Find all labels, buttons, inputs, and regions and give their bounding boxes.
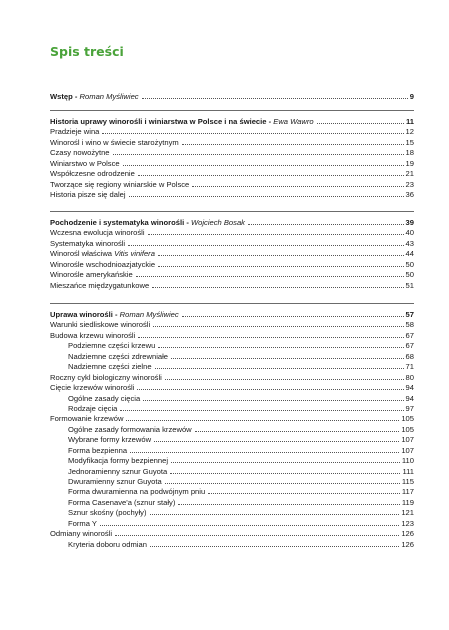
chapter-author: Ewa Wawro — [273, 117, 314, 126]
entry-label: Forma bezpienna — [68, 445, 128, 455]
entry-label: Ogólne zasady cięcia — [68, 393, 141, 403]
entry-label: Forma Y — [68, 518, 97, 528]
chapter-author: Roman Myśliwiec — [119, 310, 179, 319]
page-number: 110 — [401, 456, 414, 466]
dot-leader — [155, 368, 404, 369]
subsection-entry[interactable] — [50, 540, 414, 550]
entry-label: Winiarstwo w Polsce — [50, 158, 120, 168]
entry-label: Historia pisze się dalej — [50, 190, 126, 200]
entry-label-wrap — [50, 529, 112, 539]
page-number: 9 — [409, 92, 414, 101]
section-entry[interactable] — [50, 180, 414, 190]
dot-leader — [152, 287, 403, 288]
chapter-title-wrap: Uprawa winorośli - Roman Myśliwiec — [50, 310, 179, 319]
entry-label-wrap — [50, 127, 99, 137]
page-number: 121 — [401, 508, 414, 518]
dot-leader — [100, 525, 399, 526]
page-number: 126 — [401, 539, 414, 549]
entry-label-wrap — [50, 190, 126, 200]
entry-label: Winorośl i wino w świecie starożytnym — [50, 137, 179, 147]
entry-label: Nadziemne części zielne — [68, 362, 152, 372]
section-divider — [50, 110, 414, 111]
chapter-entry[interactable] — [50, 218, 414, 228]
chapter-author: Wojciech Bosak — [190, 218, 245, 227]
dot-leader — [195, 431, 400, 432]
dot-leader — [130, 452, 399, 453]
entry-label-wrap — [68, 540, 147, 550]
subsection-entry[interactable] — [50, 467, 414, 477]
dot-leader — [208, 493, 400, 494]
toc-section — [50, 218, 414, 291]
page-number: 67 — [405, 341, 414, 351]
page-number: 115 — [401, 477, 414, 486]
entry-label: Roczny cykl biologiczny winorośli — [50, 372, 162, 382]
entry-label-wrap — [50, 260, 155, 270]
dot-leader — [182, 144, 404, 145]
section-entry[interactable] — [50, 249, 414, 259]
section-entry[interactable] — [50, 138, 414, 148]
toc-section — [50, 92, 414, 102]
entry-label-wrap — [50, 383, 134, 393]
dot-leader — [178, 504, 400, 505]
dot-leader — [158, 347, 403, 348]
subsection-entry[interactable] — [50, 362, 414, 372]
dot-leader — [113, 154, 404, 155]
entry-label-wrap — [68, 404, 117, 414]
dot-leader — [126, 420, 399, 421]
page-number: 117 — [401, 487, 414, 497]
page-title: Spis treści — [50, 44, 124, 59]
subsection-entry[interactable] — [50, 352, 414, 362]
subsection-entry[interactable] — [50, 508, 414, 518]
page-number: 36 — [405, 190, 414, 200]
page-number: 58 — [405, 320, 414, 330]
dot-leader — [170, 473, 400, 474]
entry-label: Podziemne części krzewu — [68, 341, 156, 351]
section-divider — [50, 303, 414, 304]
page-number: 50 — [405, 259, 414, 269]
dot-leader — [115, 535, 399, 536]
page-number: 94 — [405, 393, 414, 403]
chapter-title-wrap: Pochodzenie i systematyka winorośli - Wojciech Bosak — [50, 218, 245, 227]
dot-leader — [153, 326, 403, 327]
entry-label: Czasy nowożytne — [50, 148, 110, 158]
entry-label-wrap — [50, 180, 189, 190]
toc-section — [50, 310, 414, 550]
subsection-entry[interactable] — [50, 456, 414, 466]
entry-label: Współczesne odrodzenie — [50, 169, 135, 179]
section-entry[interactable] — [50, 383, 414, 393]
dot-leader — [150, 514, 400, 515]
dot-leader — [138, 337, 403, 338]
entry-label-wrap — [68, 519, 97, 529]
chapter-entry[interactable] — [50, 117, 414, 127]
entry-label-wrap — [68, 487, 205, 497]
dot-leader — [192, 186, 403, 187]
dot-leader — [129, 196, 404, 197]
page-number: 97 — [405, 403, 414, 413]
entry-label-wrap — [68, 456, 168, 466]
page-number: 39 — [405, 218, 414, 227]
entry-label-wrap — [50, 138, 179, 148]
dot-leader — [128, 245, 403, 246]
page-number: 19 — [405, 158, 414, 168]
subsection-entry[interactable] — [50, 425, 414, 435]
dot-leader — [165, 379, 404, 380]
entry-label-wrap — [50, 169, 135, 179]
entry-label-wrap — [50, 270, 133, 280]
section-entry[interactable] — [50, 239, 414, 249]
entry-label: Wczesna ewolucja winorośli — [50, 228, 145, 238]
entry-label-wrap — [68, 477, 162, 487]
dot-leader — [137, 389, 403, 390]
subsection-entry[interactable] — [50, 394, 414, 404]
page-number: 40 — [405, 228, 414, 238]
entry-label-wrap — [50, 320, 150, 330]
page-number: 119 — [401, 497, 414, 507]
entry-label: Kryteria doboru odmian — [68, 539, 147, 549]
dot-leader — [102, 133, 403, 134]
entry-label-wrap — [68, 508, 147, 518]
subsection-entry[interactable] — [50, 435, 414, 445]
dot-leader — [317, 123, 404, 124]
page-number: 68 — [405, 351, 414, 361]
entry-label-wrap — [68, 341, 155, 351]
entry-label: Modyfikacja formy bezpiennej — [68, 456, 169, 466]
entry-label-wrap — [50, 249, 155, 259]
dot-leader — [171, 358, 404, 359]
dot-leader — [138, 175, 404, 176]
chapter-title: Wstęp — [50, 92, 73, 101]
entry-label-wrap — [68, 394, 140, 404]
entry-label-wrap — [68, 435, 151, 445]
page-number: 94 — [405, 383, 414, 393]
page-number: 107 — [401, 435, 414, 445]
chapter-title-wrap: Historia uprawy winorośli i winiarstwa w Polsce i na świecie - Ewa Wawro — [50, 117, 314, 126]
dot-leader — [158, 255, 404, 256]
section-entry[interactable] — [50, 373, 414, 383]
chapter-title: Historia uprawy winorośli i winiarstwa w Polsce i na świecie — [50, 117, 267, 126]
dot-leader — [154, 441, 399, 442]
entry-label: Winorośl właściwa — [50, 249, 115, 259]
page-number: 15 — [405, 137, 414, 147]
entry-label-wrap — [50, 281, 149, 291]
entry-label: Winorośle amerykańskie — [50, 270, 133, 280]
page-number: 18 — [405, 148, 414, 158]
entry-label-wrap — [50, 414, 123, 424]
dot-leader — [148, 234, 404, 235]
entry-label-wrap — [50, 239, 125, 249]
entry-label: Formowanie krzewów — [50, 414, 124, 424]
dot-leader — [143, 400, 403, 401]
dot-leader — [165, 483, 400, 484]
entry-label-wrap — [68, 352, 168, 362]
page-number: 80 — [405, 372, 414, 382]
chapter-author: Roman Myśliwiec — [79, 92, 139, 101]
page-number: 107 — [401, 445, 414, 455]
entry-label-wrap — [50, 373, 162, 383]
subsection-entry[interactable] — [50, 498, 414, 508]
page-number: 126 — [401, 529, 414, 539]
entry-label-wrap — [50, 148, 110, 158]
entry-label: Warunki siedliskowe winorośli — [50, 320, 151, 330]
dot-leader — [182, 316, 404, 317]
section-entry[interactable] — [50, 331, 414, 341]
section-entry[interactable] — [50, 159, 414, 169]
entry-label-italic: Vitis vinifera — [114, 249, 155, 259]
entry-label: Nadziemne części zdrewniałe — [68, 351, 169, 361]
entry-label-wrap — [68, 498, 175, 508]
section-entry[interactable] — [50, 281, 414, 291]
subsection-entry[interactable] — [50, 519, 414, 529]
entry-label: Forma dwuramienna na podwójnym pniu — [68, 487, 206, 497]
chapter-title: Uprawa winorośli — [50, 310, 113, 319]
entry-label: Ogólne zasady formowania krzewów — [68, 424, 192, 434]
page-number: 111 — [402, 466, 414, 476]
section-entry[interactable] — [50, 270, 414, 280]
subsection-entry[interactable] — [50, 446, 414, 456]
page-number: 105 — [401, 414, 414, 424]
subsection-entry[interactable] — [50, 487, 414, 497]
entry-label: Mieszańce międzygatunkowe — [50, 280, 150, 290]
dot-leader — [150, 546, 399, 547]
entry-label: Tworzące się regiony winiarskie w Polsce — [50, 179, 190, 189]
dot-leader — [120, 410, 403, 411]
entry-label: Systematyka winorośli — [50, 238, 126, 248]
entry-label-wrap — [68, 425, 192, 435]
entry-label: Jednoramienny sznur Guyota — [68, 466, 168, 476]
page-number: 67 — [405, 330, 414, 340]
entry-label: Dwuramienny sznur Guyota — [68, 477, 162, 486]
entry-label-wrap — [50, 228, 145, 238]
subsection-entry[interactable] — [50, 477, 414, 487]
entry-label: Sznur skośny (pochyły) — [68, 508, 147, 518]
toc-section — [50, 117, 414, 201]
dot-leader — [123, 165, 404, 166]
page-number: 43 — [405, 238, 414, 248]
entry-label: Odmiany winorośli — [50, 529, 113, 539]
section-entry[interactable] — [50, 529, 414, 539]
chapter-title-wrap: Wstęp - Roman Myśliwiec — [50, 92, 139, 101]
page-number: 51 — [405, 280, 414, 290]
dot-leader — [248, 224, 404, 225]
page-number: 57 — [405, 310, 414, 319]
entry-label: Forma Casenave'a (sznur stały) — [68, 497, 176, 507]
entry-label: Rodzaje cięcia — [68, 403, 118, 413]
section-entry[interactable] — [50, 148, 414, 158]
section-entry[interactable] — [50, 127, 414, 137]
page-number: 44 — [405, 249, 414, 259]
entry-label-wrap — [50, 159, 120, 169]
chapter-entry[interactable] — [50, 92, 414, 102]
section-entry[interactable] — [50, 320, 414, 330]
entry-label-wrap — [50, 331, 135, 341]
page-number: 12 — [405, 127, 414, 137]
page-number: 123 — [401, 518, 414, 528]
section-divider — [50, 211, 414, 212]
section-entry[interactable] — [50, 414, 414, 424]
entry-label: Cięcie krzewów winorośli — [50, 383, 135, 393]
page-number: 71 — [405, 362, 414, 372]
entry-label-wrap — [68, 446, 127, 456]
entry-label-wrap — [68, 362, 152, 372]
entry-label: Budowa krzewu winorośli — [50, 330, 136, 340]
page-number: 23 — [405, 179, 414, 189]
page-number: 105 — [401, 424, 414, 434]
page-number: 50 — [405, 270, 414, 280]
subsection-entry[interactable] — [50, 341, 414, 351]
page-number: 21 — [405, 169, 414, 179]
section-entry[interactable] — [50, 260, 414, 270]
subsection-entry[interactable] — [50, 404, 414, 414]
dot-leader — [158, 266, 403, 267]
entry-label: Winorośle wschodnioazjatyckie — [50, 259, 156, 269]
page-number: 11 — [405, 117, 414, 126]
entry-label-wrap — [68, 467, 167, 477]
section-entry[interactable] — [50, 169, 414, 179]
section-entry[interactable] — [50, 228, 414, 238]
section-entry[interactable] — [50, 190, 414, 200]
dot-leader — [171, 462, 400, 463]
dot-leader — [136, 276, 404, 277]
entry-label: Wybrane formy krzewów — [68, 435, 152, 445]
chapter-entry[interactable] — [50, 310, 414, 320]
entry-label: Pradzieje wina — [50, 127, 100, 137]
dot-leader — [142, 98, 408, 99]
chapter-title: Pochodzenie i systematyka winorośli — [50, 218, 185, 227]
